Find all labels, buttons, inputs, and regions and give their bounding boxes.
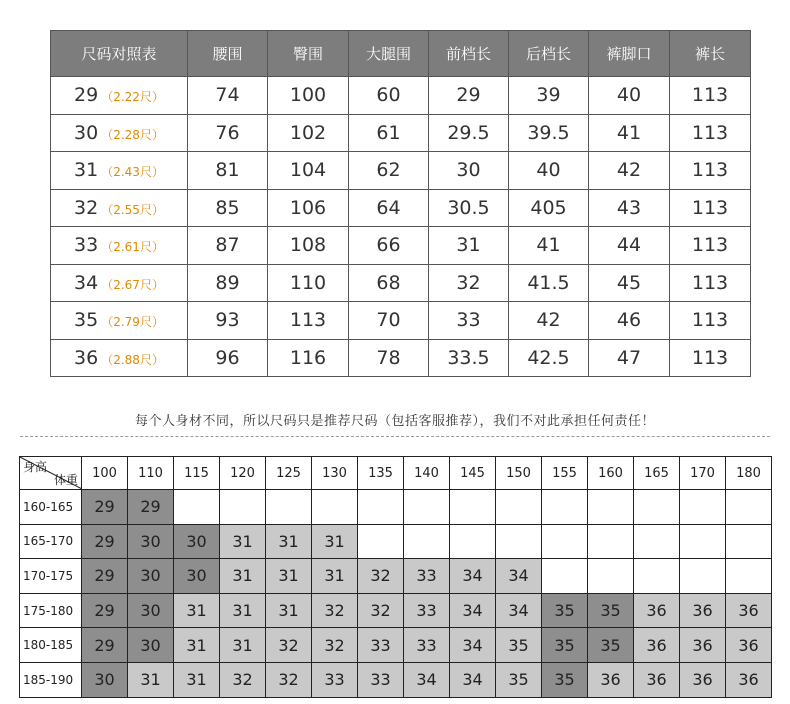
size-chart-body: [51, 77, 751, 377]
recommended-size-cell: 32: [266, 628, 312, 663]
recommended-size-cell: [588, 559, 634, 594]
measurement-cell: 113: [670, 302, 751, 340]
size-cell: [51, 302, 188, 340]
weight-header-cell: 135: [358, 457, 404, 490]
recommended-size-cell: 34: [496, 593, 542, 628]
recommended-size-cell: 31: [128, 662, 174, 697]
measurement-cell: 113: [670, 189, 751, 227]
recommended-size-cell: 35: [496, 662, 542, 697]
recommended-size-cell: [450, 524, 496, 559]
weight-header-cell: 150: [496, 457, 542, 490]
measurement-cell: 113: [670, 227, 751, 265]
recommended-size-cell: [634, 490, 680, 525]
measurement-cell: 102: [268, 114, 349, 152]
measurement-cell: 405: [509, 189, 589, 227]
recommended-size-cell: 36: [680, 628, 726, 663]
recommended-size-cell: [174, 490, 220, 525]
size-chart-header-cell: 腰围: [188, 31, 268, 77]
height-range-cell: 160-165: [20, 490, 82, 525]
weight-header-cell: 125: [266, 457, 312, 490]
recommended-size-cell: 36: [726, 628, 772, 663]
recommended-size-cell: 32: [358, 593, 404, 628]
recommended-size-cell: [680, 490, 726, 525]
size-number: 31: [74, 159, 99, 182]
recommended-size-cell: 31: [174, 593, 220, 628]
measurement-cell: 116: [268, 339, 349, 377]
weight-header-cell: 140: [404, 457, 450, 490]
measurement-cell: 41: [589, 114, 670, 152]
recommended-size-cell: [450, 490, 496, 525]
measurement-cell: 76: [188, 114, 268, 152]
recommended-size-cell: 33: [404, 628, 450, 663]
recommended-size-cell: [680, 559, 726, 594]
recommended-size-cell: 30: [128, 524, 174, 559]
measurement-cell: 93: [188, 302, 268, 340]
size-chart-row: [51, 227, 751, 265]
measurement-cell: 31: [429, 227, 509, 265]
measurement-cell: 32: [429, 264, 509, 302]
recommended-size-cell: [496, 490, 542, 525]
size-chart-row: [51, 339, 751, 377]
measurement-cell: 113: [670, 77, 751, 115]
size-number: 30: [74, 121, 99, 144]
size-chart-row: [51, 114, 751, 152]
recommended-size-cell: 32: [220, 662, 266, 697]
weight-header-cell: 160: [588, 457, 634, 490]
recommended-size-cell: 36: [588, 662, 634, 697]
recommended-size-cell: [358, 490, 404, 525]
recommended-size-cell: [220, 490, 266, 525]
recommended-size-cell: 34: [450, 628, 496, 663]
size-chi-measure: （2.88尺）: [101, 352, 164, 367]
size-chart-row: [51, 189, 751, 227]
recommended-size-cell: 35: [588, 628, 634, 663]
recommended-size-cell: 30: [174, 524, 220, 559]
recommended-size-cell: 34: [450, 662, 496, 697]
recommended-size-cell: 29: [82, 628, 128, 663]
recommended-size-cell: [542, 524, 588, 559]
size-number: 33: [74, 234, 99, 257]
weight-header-cell: 100: [82, 457, 128, 490]
weight-header-cell: 145: [450, 457, 496, 490]
measurement-cell: 42: [589, 152, 670, 190]
measurement-cell: 47: [589, 339, 670, 377]
size-number: 29: [74, 84, 99, 107]
recommended-size-cell: 30: [174, 559, 220, 594]
size-cell: [51, 339, 188, 377]
recommended-size-cell: 31: [220, 524, 266, 559]
measurement-cell: 66: [349, 227, 429, 265]
recommended-size-cell: [542, 490, 588, 525]
recommended-size-cell: 32: [312, 593, 358, 628]
measurement-cell: 60: [349, 77, 429, 115]
recommended-size-cell: 35: [542, 593, 588, 628]
size-chi-measure: （2.55尺）: [101, 202, 164, 217]
size-chart-row: [51, 302, 751, 340]
size-chart-row: [51, 264, 751, 302]
height-range-cell: 170-175: [20, 559, 82, 594]
size-number: 32: [74, 196, 99, 219]
recommended-size-cell: [404, 524, 450, 559]
size-cell: [51, 77, 188, 115]
height-range-cell: 165-170: [20, 524, 82, 559]
recommended-size-cell: 36: [726, 662, 772, 697]
size-chart-header-cell: 前档长: [429, 31, 509, 77]
recommended-size-cell: [726, 524, 772, 559]
recommended-size-cell: [496, 524, 542, 559]
recommendation-row: [20, 490, 772, 525]
recommendation-row: [20, 662, 772, 697]
recommended-size-cell: 32: [266, 662, 312, 697]
recommended-size-cell: 33: [358, 628, 404, 663]
recommended-size-cell: 35: [588, 593, 634, 628]
recommended-size-cell: 34: [450, 559, 496, 594]
recommended-size-cell: 29: [82, 593, 128, 628]
weight-header-cell: 165: [634, 457, 680, 490]
measurement-cell: 81: [188, 152, 268, 190]
weight-header-cell: 115: [174, 457, 220, 490]
measurement-cell: 43: [589, 189, 670, 227]
recommended-size-cell: 31: [266, 559, 312, 594]
measurement-cell: 42: [509, 302, 589, 340]
recommended-size-cell: [634, 524, 680, 559]
weight-header-cell: 170: [680, 457, 726, 490]
recommended-size-cell: 33: [404, 593, 450, 628]
size-cell: [51, 264, 188, 302]
recommended-size-cell: 35: [542, 662, 588, 697]
recommended-size-cell: 29: [82, 559, 128, 594]
recommended-size-cell: 33: [404, 559, 450, 594]
measurement-cell: 78: [349, 339, 429, 377]
recommended-size-cell: 36: [680, 662, 726, 697]
recommendation-row: [20, 593, 772, 628]
measurement-cell: 41: [509, 227, 589, 265]
recommended-size-cell: 35: [542, 628, 588, 663]
recommended-size-cell: 31: [220, 628, 266, 663]
recommendation-row: [20, 628, 772, 663]
size-chi-measure: （2.28尺）: [101, 127, 164, 142]
size-chart-header-row: [51, 31, 751, 77]
measurement-cell: 108: [268, 227, 349, 265]
height-range-cell: 185-190: [20, 662, 82, 697]
measurement-cell: 29: [429, 77, 509, 115]
recommended-size-cell: 30: [82, 662, 128, 697]
recommended-size-cell: 34: [404, 662, 450, 697]
size-chi-measure: （2.43尺）: [101, 165, 164, 180]
recommended-size-cell: 31: [266, 593, 312, 628]
size-chart-header-cell: 后档长: [509, 31, 589, 77]
recommended-size-cell: [726, 490, 772, 525]
measurement-cell: 39.5: [509, 114, 589, 152]
recommended-size-cell: 34: [496, 559, 542, 594]
recommended-size-cell: 32: [358, 559, 404, 594]
measurement-cell: 74: [188, 77, 268, 115]
recommended-size-cell: [266, 490, 312, 525]
recommendation-body: [20, 490, 772, 698]
measurement-cell: 87: [188, 227, 268, 265]
measurement-cell: 62: [349, 152, 429, 190]
recommended-size-cell: 33: [358, 662, 404, 697]
recommended-size-cell: [542, 559, 588, 594]
measurement-cell: 42.5: [509, 339, 589, 377]
recommended-size-cell: [588, 490, 634, 525]
corner-weight-label: 体重: [53, 473, 78, 487]
recommended-size-cell: 31: [266, 524, 312, 559]
recommended-size-cell: 36: [634, 662, 680, 697]
measurement-cell: 104: [268, 152, 349, 190]
size-cell: [51, 152, 188, 190]
height-range-cell: 180-185: [20, 628, 82, 663]
measurement-cell: 96: [188, 339, 268, 377]
measurement-cell: 46: [589, 302, 670, 340]
recommended-size-cell: 36: [634, 628, 680, 663]
size-chart-header-cell: 尺码对照表: [51, 31, 188, 77]
weight-header-cell: 130: [312, 457, 358, 490]
measurement-cell: 39: [509, 77, 589, 115]
corner-cell: [20, 457, 82, 490]
size-number: 36: [74, 346, 99, 369]
measurement-cell: 113: [670, 264, 751, 302]
measurement-cell: 100: [268, 77, 349, 115]
recommended-size-cell: 31: [220, 559, 266, 594]
recommended-size-cell: 31: [220, 593, 266, 628]
size-chart-row: [51, 77, 751, 115]
measurement-cell: 30.5: [429, 189, 509, 227]
recommended-size-cell: 35: [496, 628, 542, 663]
measurement-cell: 68: [349, 264, 429, 302]
recommended-size-cell: 33: [312, 662, 358, 697]
recommended-size-cell: 29: [82, 490, 128, 525]
recommended-size-cell: [312, 490, 358, 525]
size-chart-table: [50, 30, 751, 377]
measurement-cell: 41.5: [509, 264, 589, 302]
size-chart-header-cell: 裤脚口: [589, 31, 670, 77]
size-chart-header-cell: 臀围: [268, 31, 349, 77]
measurement-cell: 40: [509, 152, 589, 190]
recommended-size-cell: 31: [174, 628, 220, 663]
size-chi-measure: （2.22尺）: [101, 90, 164, 105]
recommended-size-cell: 29: [128, 490, 174, 525]
measurement-cell: 110: [268, 264, 349, 302]
size-number: 35: [74, 309, 99, 332]
recommended-size-cell: 31: [312, 524, 358, 559]
recommended-size-cell: 30: [128, 593, 174, 628]
measurement-cell: 113: [268, 302, 349, 340]
weight-header-cell: 180: [726, 457, 772, 490]
recommended-size-cell: [680, 524, 726, 559]
recommended-size-cell: 36: [680, 593, 726, 628]
measurement-cell: 61: [349, 114, 429, 152]
measurement-cell: 113: [670, 114, 751, 152]
measurement-cell: 40: [589, 77, 670, 115]
measurement-cell: 30: [429, 152, 509, 190]
size-cell: [51, 227, 188, 265]
measurement-cell: 45: [589, 264, 670, 302]
recommended-size-cell: 32: [312, 628, 358, 663]
measurement-cell: 33: [429, 302, 509, 340]
size-cell: [51, 189, 188, 227]
measurement-cell: 89: [188, 264, 268, 302]
measurement-cell: 113: [670, 152, 751, 190]
recommended-size-cell: 36: [634, 593, 680, 628]
measurement-cell: 33.5: [429, 339, 509, 377]
dashed-divider: [20, 436, 770, 437]
measurement-cell: 29.5: [429, 114, 509, 152]
recommended-size-cell: 30: [128, 559, 174, 594]
recommended-size-cell: 31: [312, 559, 358, 594]
size-number: 34: [74, 271, 99, 294]
weight-header-cell: 120: [220, 457, 266, 490]
recommended-size-cell: 36: [726, 593, 772, 628]
size-chart-header-cell: 裤长: [670, 31, 751, 77]
recommended-size-cell: [358, 524, 404, 559]
recommendation-row: [20, 559, 772, 594]
size-chi-measure: （2.61尺）: [101, 240, 164, 255]
recommended-size-cell: 34: [450, 593, 496, 628]
recommended-size-cell: [404, 490, 450, 525]
disclaimer-note: 每个人身材不同，所以尺码只是推荐尺码（包括客服推荐），我们不对此承担任何责任！: [134, 414, 655, 429]
measurement-cell: 106: [268, 189, 349, 227]
recommended-size-cell: [726, 559, 772, 594]
measurement-cell: 113: [670, 339, 751, 377]
height-range-cell: 175-180: [20, 593, 82, 628]
measurement-cell: 44: [589, 227, 670, 265]
recommended-size-cell: [588, 524, 634, 559]
measurement-cell: 70: [349, 302, 429, 340]
size-cell: [51, 114, 188, 152]
recommended-size-cell: 30: [128, 628, 174, 663]
weight-header-cell: 155: [542, 457, 588, 490]
measurement-cell: 85: [188, 189, 268, 227]
weight-header-cell: 110: [128, 457, 174, 490]
recommended-size-cell: 29: [82, 524, 128, 559]
size-chart-header-cell: 大腿围: [349, 31, 429, 77]
corner-height-label: 身高: [23, 460, 48, 474]
measurement-cell: 64: [349, 189, 429, 227]
recommendation-row: [20, 524, 772, 559]
recommended-size-cell: 31: [174, 662, 220, 697]
size-chi-measure: （2.79尺）: [101, 315, 164, 330]
size-recommendation-table: [19, 456, 772, 698]
size-chart-row: [51, 152, 751, 190]
weight-header-row: [20, 457, 772, 490]
recommended-size-cell: [634, 559, 680, 594]
size-chi-measure: （2.67尺）: [101, 277, 164, 292]
